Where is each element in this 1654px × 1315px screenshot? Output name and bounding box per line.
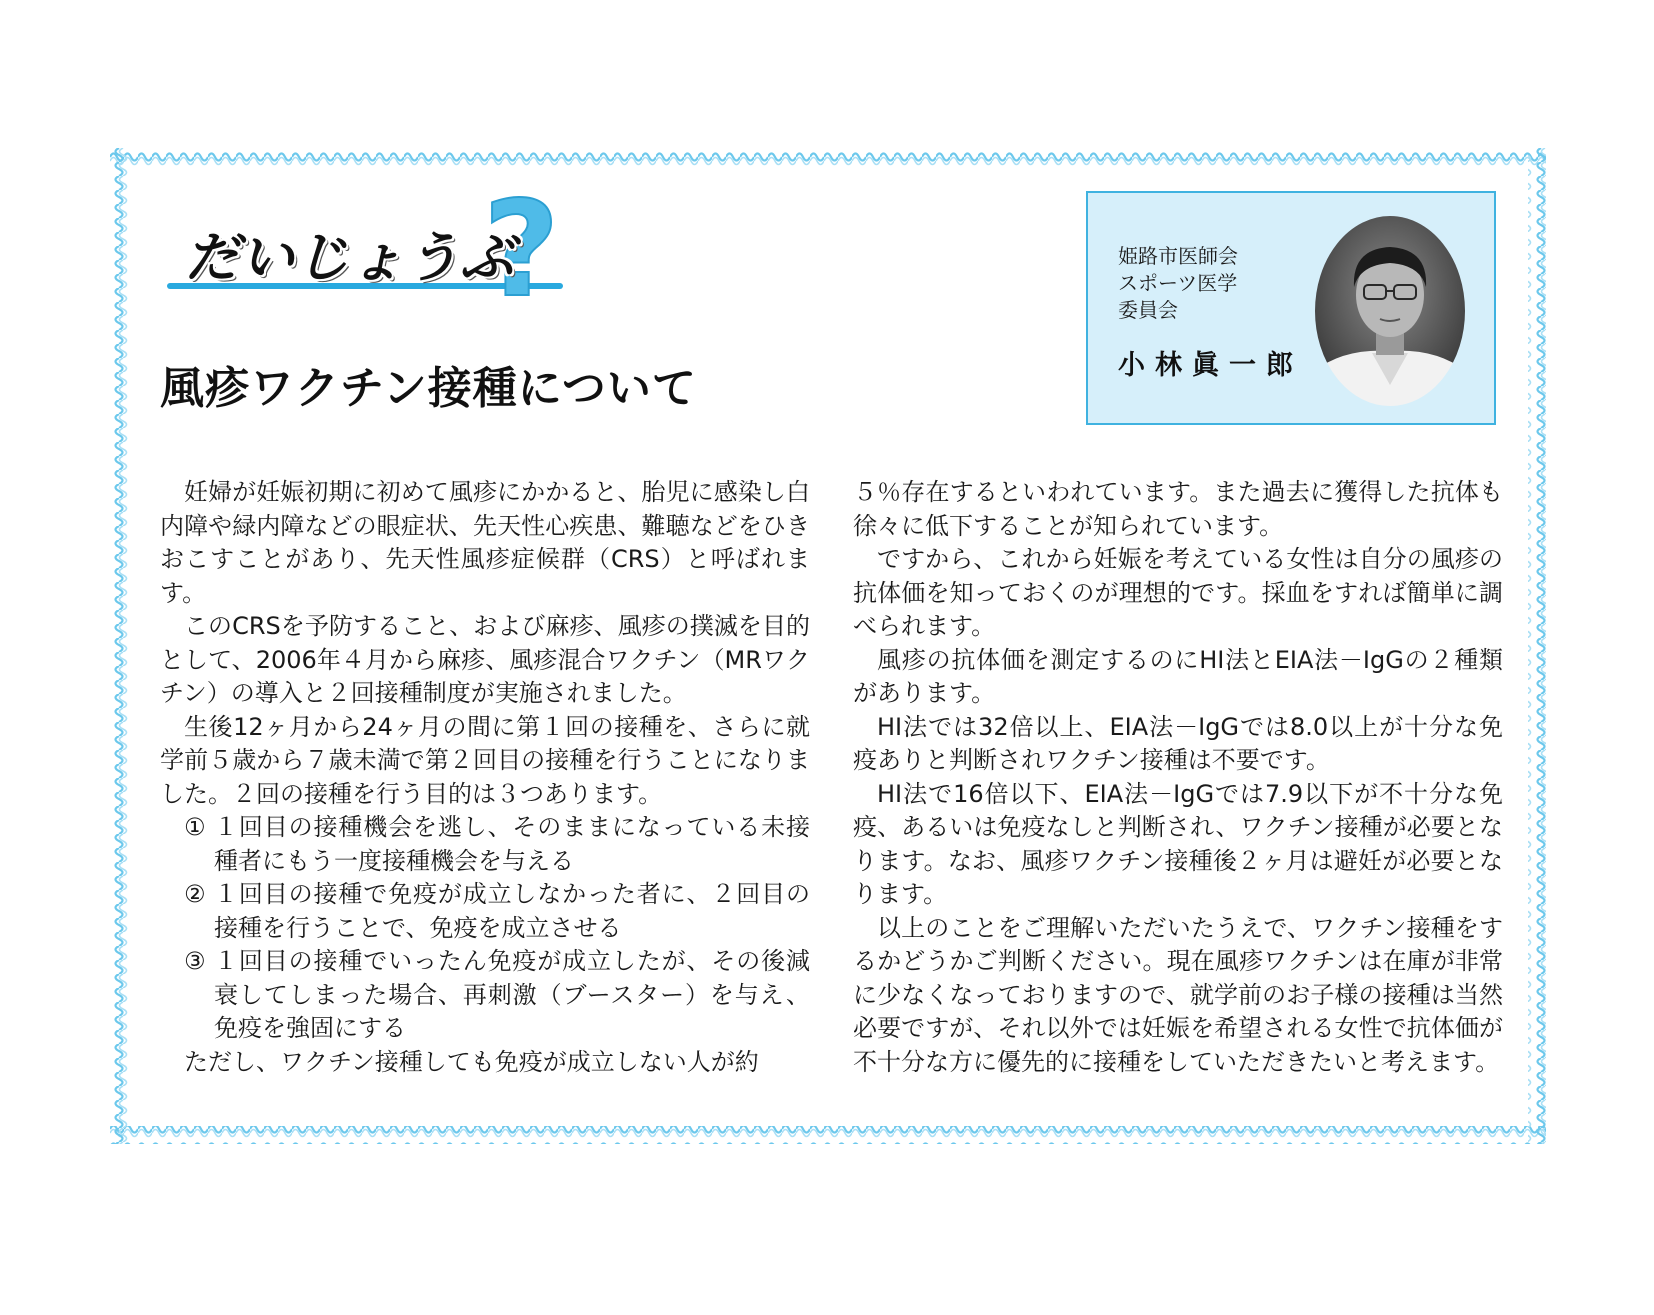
- list-marker: ②: [184, 880, 206, 908]
- svg-text:?: ?: [483, 190, 560, 320]
- list-item-text: １回目の接種で免疫が成立しなかった者に、２回目の接種を行うことで、免疫を成立させる: [214, 880, 810, 942]
- author-name: 小林眞一郎: [1118, 350, 1303, 381]
- body-paragraph: 風疹の抗体価を測定するのにHI法とEIA法－IgGの２種類があります。: [853, 645, 1503, 707]
- list-item-text: １回目の接種でいったん免疫が成立したが、その後減衰してしまった場合、再刺激（ブースター）を与え、免疫を強固にする: [214, 947, 810, 1042]
- body-paragraph: ですから、これから妊娠を考えている女性は自分の風疹の抗体価を知っておくのが理想的です。採血をすれば簡単に調べられます。: [853, 545, 1503, 640]
- body-paragraph: 以上のことをご理解いただいたうえで、ワクチン接種をするかどうかご判断ください。現在風疹ワクチンは在庫が非常に少なくなっておりますので、就学前のお子様の接種は当然必要ですが、それ以外では妊娠を希望される女性で抗体価が不十分な方に優先的に接種をしていただきたいと考えます。: [853, 913, 1503, 1076]
- body-paragraph: 生後12ヶ月から24ヶ月の間に第１回の接種を、さらに就学前５歳から７歳未満で第２回目の接種を行うことになりました。２回の接種を行う目的は３つあります。: [160, 712, 810, 808]
- body-paragraph: ただし、ワクチン接種しても免疫が成立しない人が約: [184, 1047, 759, 1076]
- body-paragraph: 妊婦が妊娠初期に初めて風疹にかかると、胎児に感染し白内障や緑内障などの眼症状、先天性心疾患、難聴などをひきおこすことがあり、先天性風疹症候群（CRS）と呼ばれます。: [160, 478, 810, 607]
- body-paragraph: HI法では32倍以上、EIA法－IgGでは8.0以上が十分な免疫ありと判断されワクチン接種は不要です。: [853, 712, 1503, 774]
- author-portrait: [1312, 213, 1468, 409]
- list-marker: ①: [184, 813, 206, 841]
- body-column-right: [853, 476, 1503, 1079]
- author-affiliation: [1118, 243, 1238, 324]
- affiliation-line: スポーツ医学: [1118, 271, 1238, 295]
- list-item: [160, 811, 810, 878]
- list-item-text: １回目の接種機会を逃し、そのままになっている未接種者にもう一度接種機会を与える: [214, 813, 810, 875]
- body-paragraph: HI法で16倍以下、EIA法－IgGでは7.9以下が不十分な免疫、あるいは免疫なしと判断され、ワクチン接種が必要となります。なお、風疹ワクチン接種後２ヶ月は避妊が必要となります。: [853, 779, 1503, 908]
- body-paragraph: ５％存在するといわれています。また過去に獲得した抗体も徐々に低下することが知られています。: [853, 478, 1503, 540]
- article-title: 風疹ワクチン接種について: [160, 363, 697, 414]
- list-marker: ③: [184, 947, 206, 975]
- series-logo-text: だいじょうぶ: [185, 226, 515, 289]
- body-paragraph: このCRSを予防すること、および麻疹、風疹の撲滅を目的として、2006年４月から麻疹、風疹混合ワクチン（MRワクチン）の導入と２回接種制度が実施されました。: [160, 612, 810, 707]
- author-box: [1086, 191, 1496, 425]
- list-item: [160, 945, 810, 1046]
- body-column-left: [160, 476, 810, 1079]
- list-item: [160, 878, 810, 945]
- affiliation-line: 委員会: [1118, 298, 1178, 322]
- affiliation-line: 姫路市医師会: [1118, 244, 1238, 268]
